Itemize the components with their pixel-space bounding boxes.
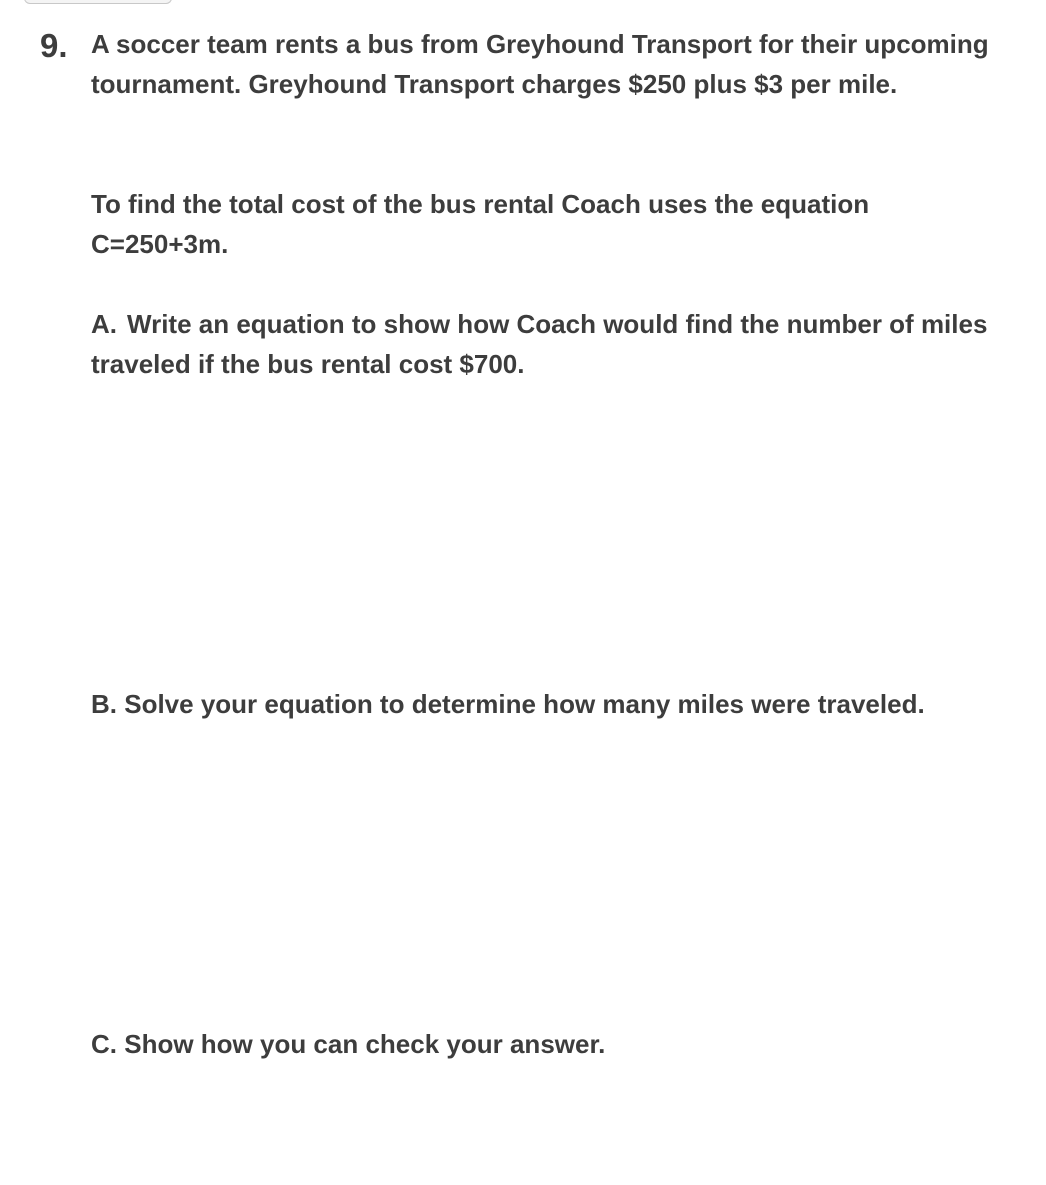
question-intro: A soccer team rents a bus from Greyhound Transport for their upcoming tournament. Greyhound Transport charges $250 plus $3 per mile. xyxy=(91,29,989,99)
part-a xyxy=(91,304,1011,384)
top-tab xyxy=(24,0,172,4)
part-c: C. Show how you can check your answer. xyxy=(91,1029,606,1059)
equation-statement: To find the total cost of the bus rental Coach uses the equation C=250+3m. xyxy=(91,189,870,259)
part-a-label: A. xyxy=(91,309,117,339)
part-b: B. Solve your equation to determine how many miles were traveled. xyxy=(91,689,925,719)
question-number: 9. xyxy=(40,27,68,64)
part-a-text: Write an equation to show how Coach would find the number of miles traveled if the bus rental cost $700. xyxy=(91,309,988,379)
